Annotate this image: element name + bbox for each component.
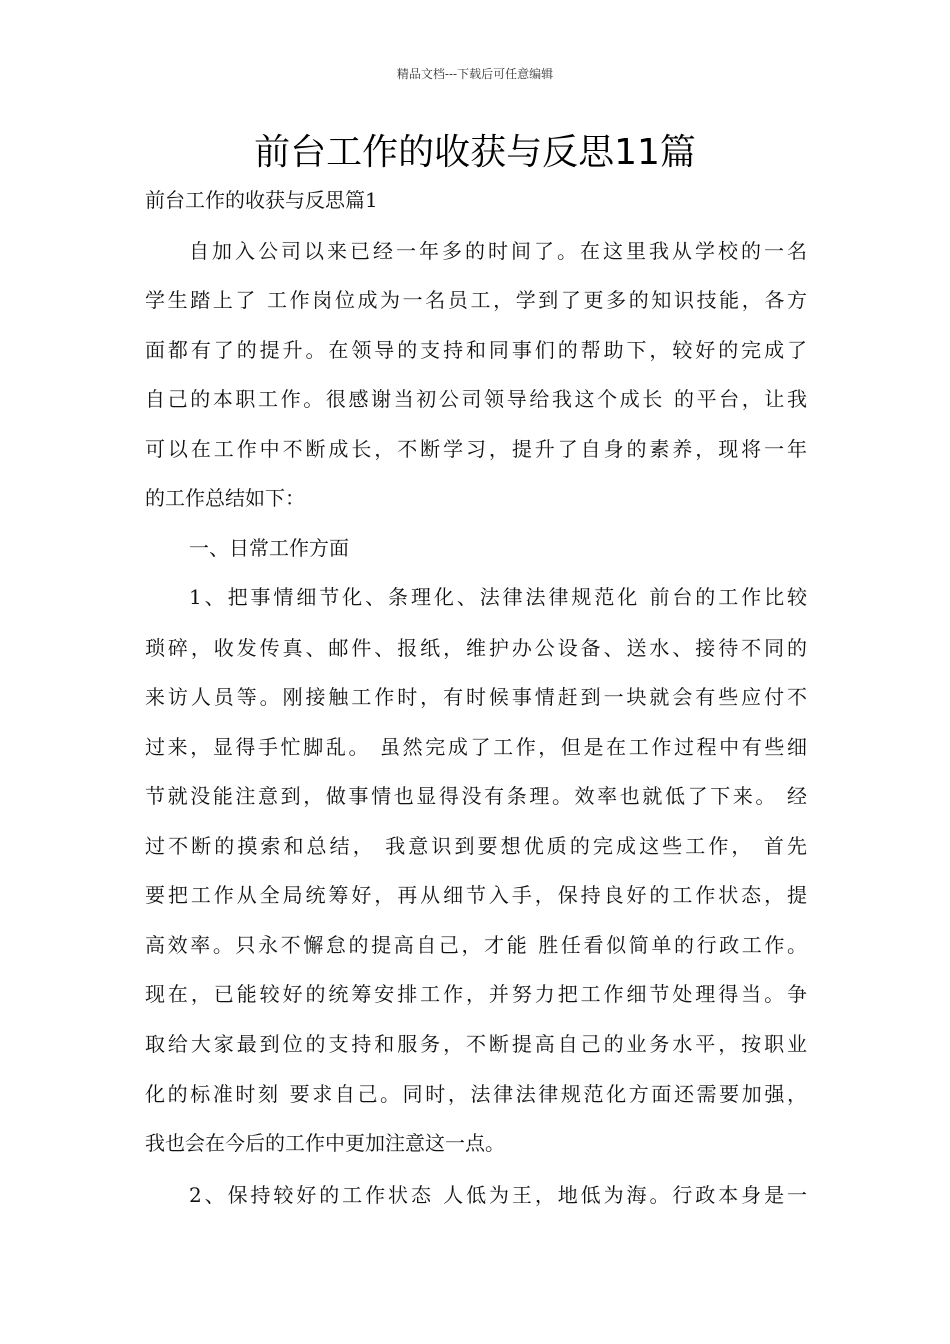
body-line: 现在，已能较好的统筹安排工作，并努力把工作细节处理得当。争 bbox=[145, 982, 807, 1006]
body-line: 取给大家最到位的支持和服务，不断提高自己的业务水平，按职业 bbox=[145, 1032, 807, 1056]
body-line: 面都有了的提升。在领导的支持和同事们的帮助下，较好的完成了 bbox=[145, 338, 807, 362]
body-line: 的工作总结如下： bbox=[145, 486, 305, 510]
body-line: 可以在工作中不断成长，不断学习，提升了自身的素养，现将一年 bbox=[145, 437, 807, 461]
body-line: 学生踏上了 工作岗位成为一名员工，学到了更多的知识技能，各方 bbox=[145, 288, 807, 312]
body-line: 1、把事情细节化、条理化、法律法律规范化 前台的工作比较 bbox=[189, 585, 807, 609]
body-line: 琐碎，收发传真、邮件、报纸，维护办公设备、送水、接待不同的 bbox=[145, 636, 807, 660]
body-line: 自己的本职工作。很感谢当初公司领导给我这个成长 的平台，让我 bbox=[145, 387, 807, 411]
body-line: 高效率。只永不懈怠的提高自己，才能 胜任看似简单的行政工作。 bbox=[145, 933, 807, 957]
section-subtitle: 前台工作的收获与反思篇1 bbox=[145, 188, 378, 212]
body-line: 过不断的摸索和总结， 我意识到要想优质的完成这些工作， 首先 bbox=[145, 834, 807, 858]
body-line: 节就没能注意到，做事情也显得没有条理。效率也就低了下来。 经 bbox=[145, 784, 807, 808]
body-line: 化的标准时刻 要求自己。同时，法律法律规范化方面还需要加强， bbox=[145, 1082, 807, 1106]
body-line: 一、日常工作方面 bbox=[189, 536, 349, 560]
body-line: 过来，显得手忙脚乱。 虽然完成了工作，但是在工作过程中有些细 bbox=[145, 735, 807, 759]
document-title: 前台工作的收获与反思11篇 bbox=[254, 132, 696, 173]
body-line: 要把工作从全局统筹好，再从细节入手，保持良好的工作状态，提 bbox=[145, 883, 807, 907]
body-line: 我也会在今后的工作中更加注意这一点。 bbox=[145, 1131, 505, 1155]
header-note: 精品文档---下载后可任意编辑 bbox=[396, 67, 554, 81]
body-line: 2、保持较好的工作状态 人低为王，地低为海。行政本身是一 bbox=[189, 1183, 807, 1207]
body-line: 自加入公司以来已经一年多的时间了。在这里我从学校的一名 bbox=[189, 239, 807, 263]
body-line: 来访人员等。刚接触工作时，有时候事情赶到一块就会有些应付不 bbox=[145, 685, 807, 709]
